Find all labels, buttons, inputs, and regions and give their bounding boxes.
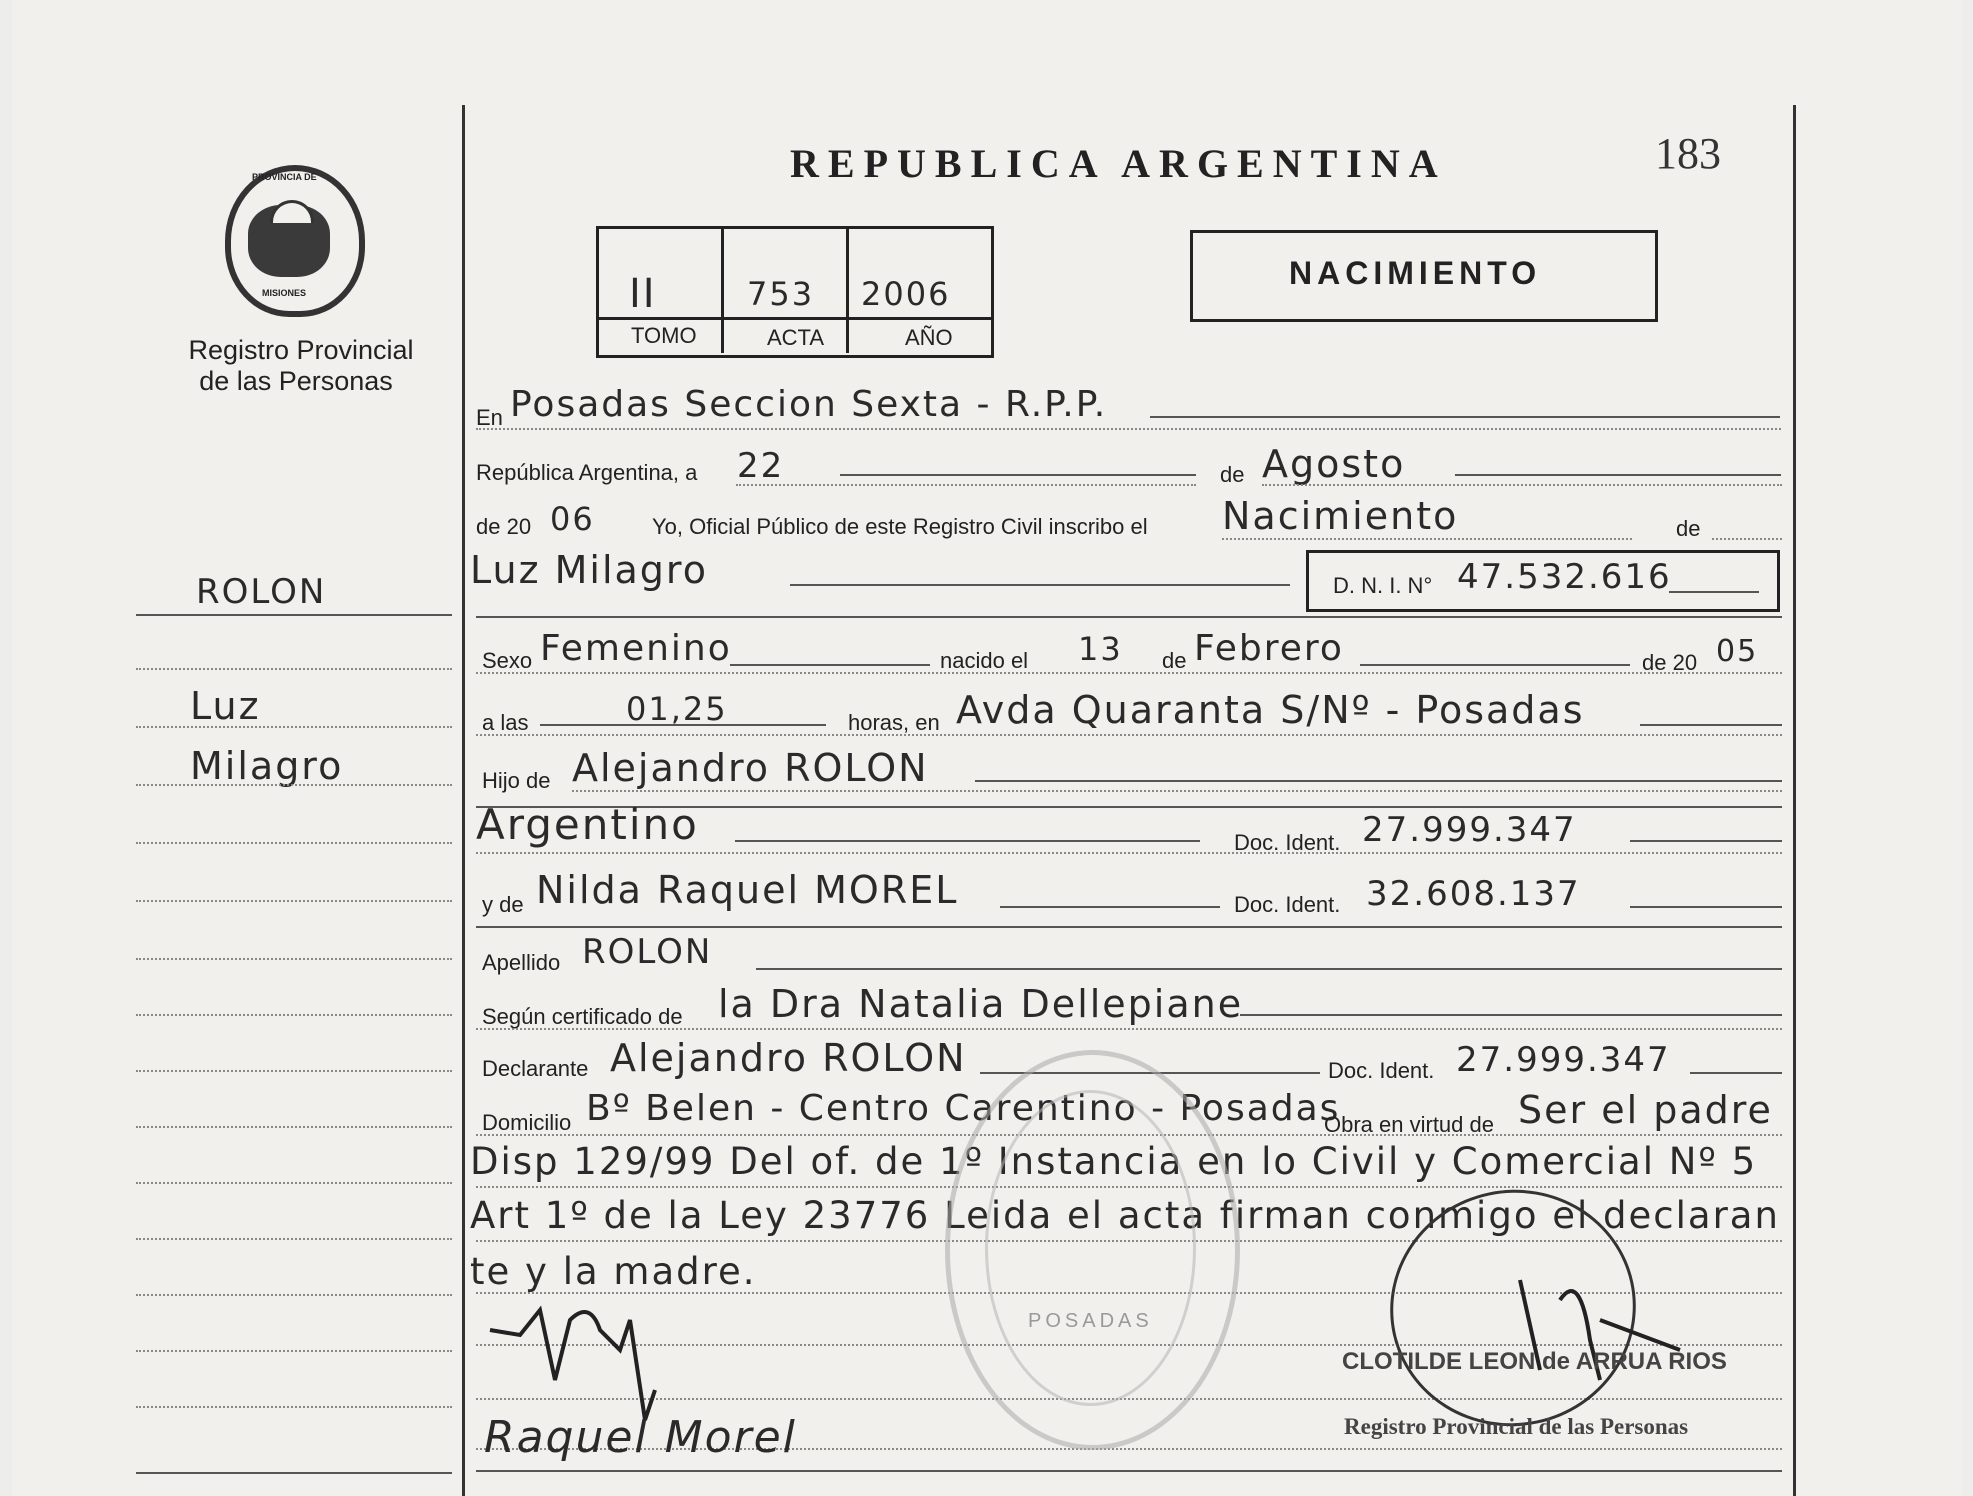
mother-doc: 32.608.137: [1366, 874, 1581, 914]
a-las-label: a las: [482, 710, 529, 735]
record-type-box: [1190, 230, 1658, 322]
form-fill-line: [1669, 591, 1759, 593]
dni-box: [1306, 550, 1780, 612]
margin-bottom-line: [136, 1472, 452, 1474]
margin-line: [136, 842, 452, 844]
en-value: Posadas Seccion Sexta - R.P.P.: [510, 384, 1108, 425]
domicilio-label: Domicilio: [482, 1110, 572, 1135]
form-line: [476, 1028, 1782, 1030]
doc-ident-label-3: Doc. Ident.: [1328, 1058, 1435, 1083]
form-fill-line: [1360, 664, 1630, 666]
form-line: [736, 484, 1196, 486]
seal-bottom-text: MISIONES: [262, 288, 307, 298]
person-name: Luz Milagro: [470, 548, 708, 592]
sexo-label: Sexo: [482, 648, 533, 673]
margin-line: [136, 958, 452, 960]
official-name: CLOTILDE LEON de ARRUA RIOS: [1342, 1348, 1727, 1375]
form-fill-line: [756, 968, 1782, 970]
de-label: de: [1220, 462, 1245, 487]
dni-value: 47.532.616: [1457, 557, 1672, 597]
segun-value: la Dra Natalia Dellepiane: [718, 982, 1244, 1026]
declarant-signature-icon: [480, 1290, 680, 1430]
margin-line: [136, 1182, 452, 1184]
seal-top-text: PROVINCIA DE: [252, 172, 317, 182]
y-de-label: y de: [482, 892, 524, 917]
margin-line: [136, 1294, 452, 1296]
form-fill-line: [840, 474, 1196, 476]
form-fill-line: [730, 664, 930, 666]
father-doc: 27.999.347: [1362, 810, 1577, 850]
doc-ident-label: Doc. Ident.: [1234, 830, 1341, 855]
left-column-divider: [462, 105, 465, 1496]
form-line: [1712, 538, 1782, 540]
margin-line: [136, 726, 452, 728]
mother-name: Nilda Raquel MOREL: [536, 868, 959, 912]
obra-label: Obra en virtud de: [1324, 1112, 1494, 1137]
de-20-label-2: de 20: [1642, 650, 1698, 675]
form-rule: [476, 926, 1782, 928]
form-fill-line: [1150, 416, 1780, 418]
form-line: [1262, 484, 1782, 486]
margin-line: [136, 1014, 452, 1016]
acta-label: ACTA: [767, 325, 825, 350]
margin-line: [136, 668, 452, 670]
margin-line: [136, 1350, 452, 1352]
hijo-de-label: Hijo de: [482, 768, 551, 793]
official-stamp-inner-icon: [985, 1090, 1196, 1406]
margin-line: [136, 1070, 452, 1072]
year-suffix: 06: [550, 500, 595, 538]
mother-signature: Raquel Morel: [484, 1412, 797, 1463]
margin-line: [136, 1406, 452, 1408]
tomo-label: TOMO: [631, 323, 697, 348]
margin-line: [136, 1238, 452, 1240]
yo-oficial-label: Yo, Oficial Público de este Registro Civil inscribo el: [652, 514, 1148, 539]
de-label-2: de: [1676, 516, 1701, 541]
margin-given-name2: Milagro: [190, 744, 344, 788]
country-title: REPUBLICA ARGENTINA: [790, 141, 1447, 186]
birth-day: 13: [1078, 630, 1123, 668]
form-fill-line: [790, 584, 1290, 586]
form-line: [572, 790, 1782, 792]
form-fill-line: [1630, 840, 1782, 842]
margin-line: [136, 1126, 452, 1128]
form-line: [476, 852, 1782, 854]
form-line: [476, 428, 1781, 430]
form-rule: [476, 616, 1782, 618]
form-bottom-rule: [476, 1470, 1782, 1472]
anio-value: 2006: [861, 275, 951, 313]
form-fill-line: [1640, 724, 1782, 726]
de-label-3: de: [1162, 648, 1187, 673]
notes-line-3: te y la madre.: [470, 1250, 757, 1293]
form-fill-line: [1240, 1014, 1782, 1016]
form-fill-line: [1630, 906, 1782, 908]
apellido-value: ROLON: [582, 932, 713, 972]
declarante-value: Alejandro ROLON: [610, 1036, 967, 1080]
father-name: Alejandro ROLON: [572, 746, 929, 790]
month-value: Agosto: [1262, 442, 1406, 486]
day-value: 22: [737, 446, 785, 486]
horas-label: horas, en: [848, 710, 940, 735]
birth-year-suffix: 05: [1716, 634, 1759, 669]
declarante-label: Declarante: [482, 1056, 589, 1081]
margin-given-name1: Luz: [190, 684, 261, 728]
form-line: [1222, 538, 1632, 540]
folio-number: 183: [1655, 129, 1721, 178]
margin-surname: ROLON: [196, 572, 327, 612]
birth-month: Febrero: [1194, 628, 1344, 669]
registry-reference-table: [596, 226, 994, 358]
registry-name-line1: Registro Provincial: [188, 335, 414, 365]
form-fill-line: [735, 840, 1200, 842]
father-nationality: Argentino: [476, 800, 699, 849]
tomo-value: II: [629, 271, 657, 317]
nacido-label: nacido el: [940, 648, 1029, 673]
de-20-label: de 20: [476, 514, 532, 539]
notes-line-1: Disp 129/99 Del of. de 1º Instancia en lo Civil y Comercial Nº 5: [470, 1140, 1758, 1183]
form-fill-line: [1455, 474, 1781, 476]
margin-surname-line: [136, 614, 452, 616]
segun-label: Según certificado de: [482, 1004, 683, 1029]
form-fill-line: [1690, 1072, 1782, 1074]
form-line: [476, 734, 1782, 736]
registry-name-line2: de las Personas: [199, 366, 393, 396]
form-fill-line: [975, 780, 1782, 782]
hour-value: 01,25: [626, 690, 728, 728]
en-label: En: [476, 405, 503, 430]
right-border: [1793, 105, 1796, 1496]
dni-label: D. N. I. N°: [1333, 573, 1433, 598]
form-fill-line: [1000, 906, 1220, 908]
apellido-label: Apellido: [482, 950, 561, 975]
obra-value: Ser el padre: [1518, 1088, 1773, 1132]
margin-line: [136, 784, 452, 786]
domicilio-value: Bº Belen - Centro Carentino - Posadas: [586, 1088, 1341, 1129]
doc-ident-label-2: Doc. Ident.: [1234, 892, 1341, 917]
notes-line-2: Art 1º de la Ley 23776 Leida el acta firman conmigo el declaran: [470, 1194, 1780, 1237]
official-title: Registro Provincial de las Personas: [1344, 1414, 1689, 1439]
place-value: Avda Quaranta S/Nº - Posadas: [956, 688, 1585, 732]
margin-line: [136, 900, 452, 902]
official-signature-stroke-icon: [1500, 1260, 1700, 1400]
republica-label: República Argentina, a: [476, 460, 698, 485]
declarante-doc: 27.999.347: [1456, 1040, 1671, 1080]
record-type-label: NACIMIENTO: [1289, 255, 1542, 291]
stamp-city: POSADAS: [1028, 1310, 1153, 1332]
sexo-value: Femenino: [540, 628, 732, 669]
inscribo-value: Nacimiento: [1222, 494, 1459, 538]
anio-label: AÑO: [905, 325, 953, 350]
form-line: [476, 672, 1782, 674]
acta-value: 753: [747, 275, 815, 313]
